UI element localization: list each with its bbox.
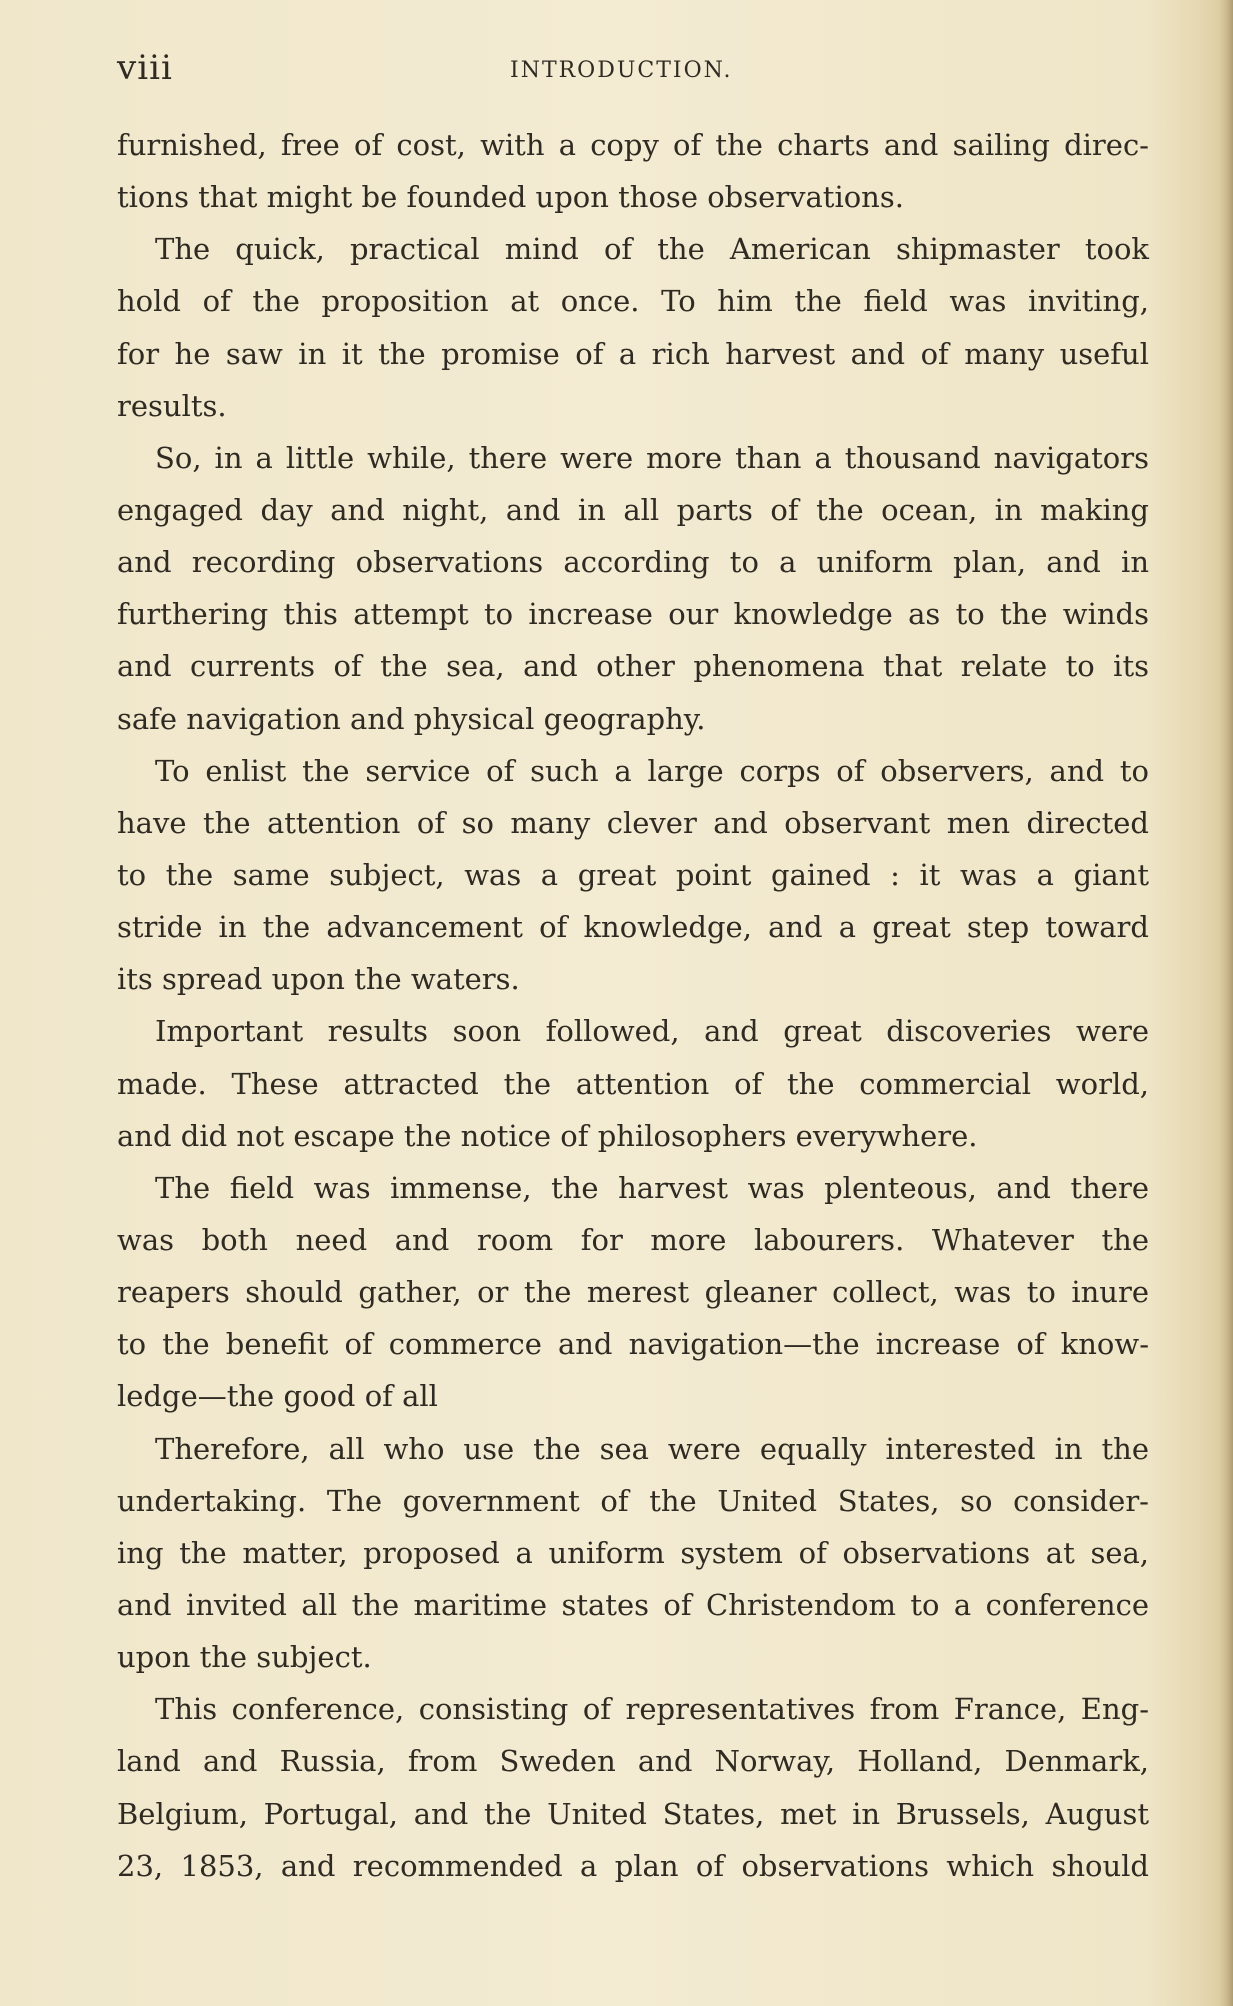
text-line: Important results soon followed, and great discoveries were xyxy=(155,1014,1149,1049)
text-line: hold of the proposition at once. To him the field was inviting, xyxy=(117,284,1149,319)
text-line: tions that might be founded upon those observations. xyxy=(117,180,904,215)
text-line: stride in the advancement of knowledge, and a great step toward xyxy=(117,910,1149,945)
text-line: to the same subject, was a great point gained : it was a giant xyxy=(117,857,1149,892)
text-line: for he saw in it the promise of a rich harvest and of many useful xyxy=(117,336,1149,371)
text-line: furthering this attempt to increase our knowledge as to the winds xyxy=(117,597,1149,632)
text-line: land and Russia, from Sweden and Norway, Holland, Denmark, xyxy=(117,1744,1149,1779)
text-line: Therefore, all who use the sea were equally interested in the xyxy=(155,1431,1149,1466)
page-number: viii xyxy=(117,48,173,88)
text-line: reapers should gather, or the merest gleaner collect, was to inure xyxy=(117,1275,1149,1310)
page-edge-shadow xyxy=(1219,0,1233,2006)
text-line: and invited all the maritime states of Christendom to a conference xyxy=(117,1587,1149,1622)
text-line: So, in a little while, there were more than a thousand navigators xyxy=(155,440,1149,475)
text-line: to the benefit of commerce and navigation—the increase of know- xyxy=(117,1327,1149,1362)
text-line: was both need and room for more labourers. Whatever the xyxy=(117,1222,1149,1257)
text-line: made. These attracted the attention of the commercial world, xyxy=(117,1066,1149,1101)
text-line: results. xyxy=(117,388,227,423)
text-line: upon the subject. xyxy=(117,1640,372,1675)
text-line: ledge—the good of all xyxy=(117,1379,438,1414)
text-line: and recording observations according to a uniform plan, and in xyxy=(117,545,1149,580)
text-line: safe navigation and physical geography. xyxy=(117,701,706,736)
text-line: To enlist the service of such a large corps of observers, and to xyxy=(155,753,1149,788)
text-line: 23, 1853, and recommended a plan of observations which should xyxy=(117,1848,1149,1883)
text-line: have the attention of so many clever and observant men directed xyxy=(117,805,1149,840)
page-header xyxy=(117,48,1147,88)
text-line: and did not escape the notice of philosophers everywhere. xyxy=(117,1118,978,1153)
text-line: This conference, consisting of representatives from France, Eng- xyxy=(155,1692,1149,1727)
text-line: The quick, practical mind of the American shipmaster took xyxy=(155,232,1149,267)
text-line: undertaking. The government of the United States, so consider- xyxy=(117,1483,1149,1518)
text-line: engaged day and night, and in all parts of the ocean, in making xyxy=(117,492,1149,527)
text-line: its spread upon the waters. xyxy=(117,962,520,997)
text-line: The field was immense, the harvest was plenteous, and there xyxy=(155,1170,1149,1205)
running-head: INTRODUCTION. xyxy=(510,58,733,83)
text-line: and currents of the sea, and other phenomena that relate to its xyxy=(117,649,1149,684)
text-line: Belgium, Portugal, and the United States, met in Brussels, August xyxy=(117,1796,1149,1831)
text-line: furnished, free of cost, with a copy of the charts and sailing direc- xyxy=(117,128,1149,162)
body-text xyxy=(117,119,1149,1892)
text-line: ing the matter, proposed a uniform system of observations at sea, xyxy=(117,1535,1149,1570)
